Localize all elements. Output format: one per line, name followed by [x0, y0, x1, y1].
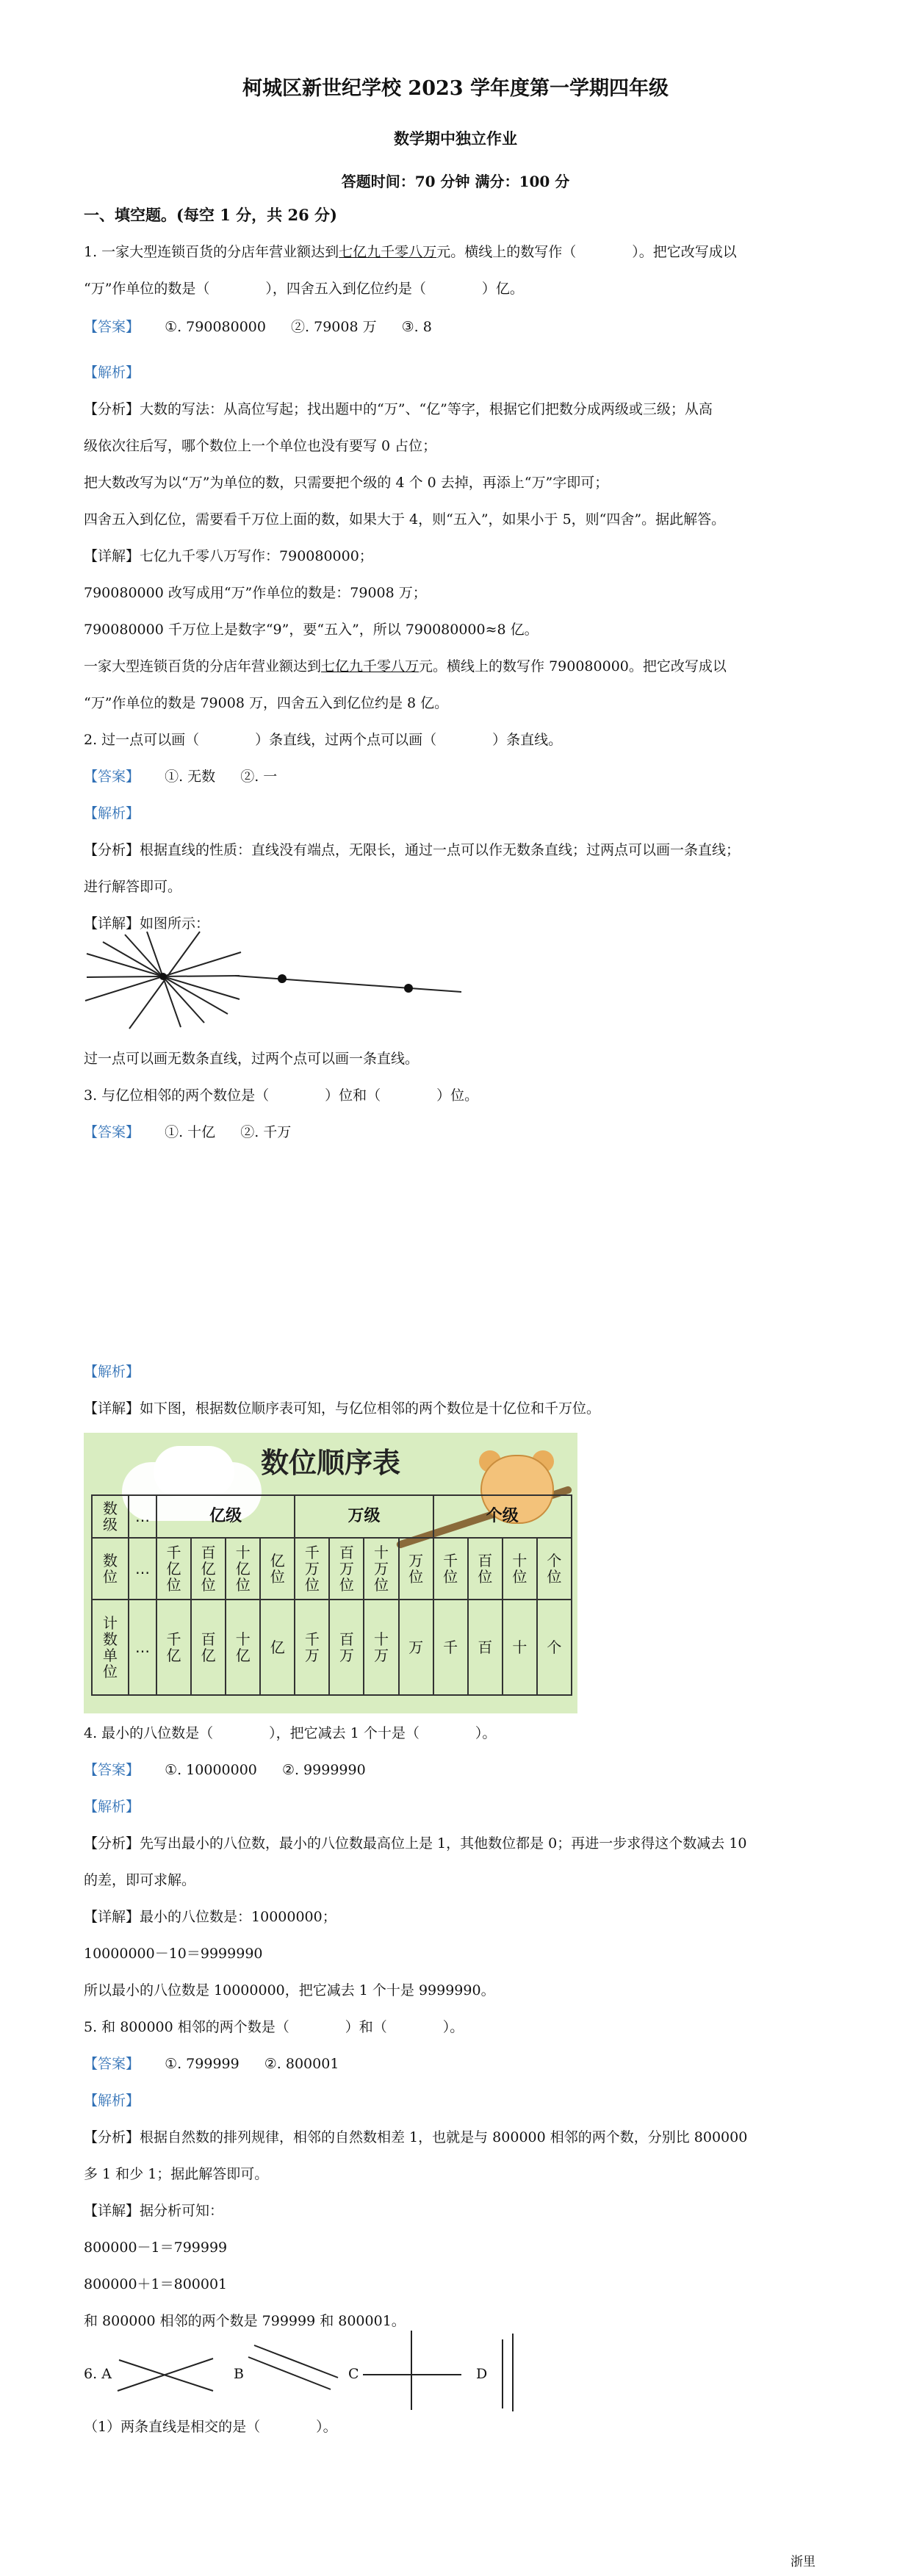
q5-detail-4: 和 800000 相邻的两个数是 799999 和 800001。 — [84, 2313, 406, 2329]
q2-detail-1: 【详解】如图所示： — [84, 915, 210, 932]
q2-fenxi-2: 进行解答即可。 — [84, 879, 182, 895]
q1-answer-3: ③. 8 — [401, 319, 432, 335]
q6-label-c: C — [348, 2366, 359, 2382]
q4-answer-1: ①. 10000000 — [165, 1762, 257, 1778]
q4-analysis-label: 【解析】 — [84, 1799, 140, 1815]
page-title: 柯城区新世纪学校 2023 学年度第一学期四年级 — [242, 77, 669, 100]
q2-answer: 【答案】 ①. 无数 ②. 一 — [84, 769, 278, 785]
q4-question: 4. 最小的八位数是（ ），把它减去 1 个十是（ ）。 — [84, 1725, 497, 1741]
q1-detail-2: 790080000 改写成用“万”作单位的数是：79008 万； — [84, 585, 427, 601]
q1-line1: 1. 一家大型连锁百货的分店年营业额达到七亿九千零八万元。横线上的数写作（ ）。把它改写成以 — [84, 244, 737, 260]
section-heading: 一、填空题。(每空 1 分，共 26 分) — [84, 206, 337, 224]
q2-fenxi-1: 【分析】根据直线的性质：直线没有端点，无限长，通过一点可以作无数条直线；过两点可以画一条直线； — [84, 842, 741, 858]
q5-answer-2: ②. 800001 — [264, 2056, 339, 2072]
q5-detail-1: 【详解】据分析可知： — [84, 2203, 224, 2219]
q2-answer-1: ①. 无数 — [165, 769, 216, 785]
q5-answer: 【答案】 ①. 799999 ②. 800001 — [84, 2056, 339, 2072]
q4-detail-2: 10000000－10＝9999990 — [84, 1946, 263, 1962]
footer-corner: 浙里 — [791, 2555, 815, 2569]
q3-detail-1: 【详解】如下图，根据数位顺序表可知，与亿位相邻的两个数位是十亿位和千万位。 — [84, 1400, 601, 1417]
pair-b-line-1 — [248, 2357, 331, 2389]
q1-detail-5: “万”作单位的数是 79008 万，四舍五入到亿位约是 8 亿。 — [84, 695, 449, 711]
q2-answer-2: ②. 一 — [240, 769, 278, 785]
q1-fenxi-3: 把大数改写为以“万”为单位的数，只需要把个级的 4 个 0 去掉，再添上“万”字即可； — [84, 475, 609, 491]
q4-detail-3: 所以最小的八位数是 10000000，把它减去 1 个十是 9999990。 — [84, 1982, 495, 1998]
q1-detail-4: 一家大型连锁百货的分店年营业额达到七亿九千零八万元。横线上的数写作 790080000。把它改写成以 — [84, 658, 727, 674]
q4-fenxi-2: 的差，即可求解。 — [84, 1872, 196, 1888]
q1-analysis-label: 【解析】 — [84, 364, 140, 381]
q2-analysis-label: 【解析】 — [84, 805, 140, 821]
group-wan: 万级 — [295, 1495, 433, 1538]
q5-detail-3: 800000＋1＝800001 — [84, 2276, 228, 2292]
q5-fenxi-2: 多 1 和少 1；据此解答即可。 — [84, 2166, 269, 2182]
q1-fenxi-2: 级依次往后写，哪个数位上一个单位也没有要写 0 占位； — [84, 438, 437, 454]
q1-line2: “万”作单位的数是（ ），四舍五入到亿位约是（ ）亿。 — [84, 281, 524, 297]
q1-detail-3: 790080000 千万位上是数字“9”，要“五入”，所以 790080000≈8 亿。 — [84, 622, 539, 638]
row-label: 数级 — [92, 1495, 129, 1538]
q1-answer-2: ②. 79008 万 — [291, 319, 377, 335]
q1-fenxi-1: 【分析】大数的写法：从高位写起；找出题中的“万”、“亿”等字，根据它们把数分成两级或三级；从高 — [84, 401, 713, 417]
q3-answer-2: ②. 千万 — [240, 1124, 292, 1140]
row-label: 计数单位 — [92, 1600, 129, 1695]
q5-question: 5. 和 800000 相邻的两个数是（ ）和（ ）。 — [84, 2019, 464, 2035]
group-ge: 个级 — [433, 1495, 572, 1538]
page-subtitle: 数学期中独立作业 — [394, 129, 517, 148]
q1-answer-1: ①. 790080000 — [165, 319, 266, 335]
q4-detail-1: 【详解】最小的八位数是：10000000； — [84, 1909, 336, 1925]
group-yi: 亿级 — [156, 1495, 295, 1538]
place-value-table: 数级 … 亿级 万级 个级 数位 … 千亿位 百亿位 十亿位 亿位 千万位 百万位 十万位 万位 千位 百位 十位 个位 计数单位 … 千亿 百亿 十亿 亿 千万 百万 十万 万 千 百 十 个 — [91, 1494, 572, 1696]
row-label: 数位 — [92, 1538, 129, 1600]
q4-fenxi-1: 【分析】先写出最小的八位数，最小的八位数最高位上是 1，其他数位都是 0；再进一步求得这个数减去 10 — [84, 1835, 747, 1852]
place-value-title: 数位顺序表 — [260, 1447, 400, 1479]
q5-analysis-label: 【解析】 — [84, 2093, 140, 2109]
q3-question: 3. 与亿位相邻的两个数位是（ ）位和（ ）位。 — [84, 1087, 479, 1104]
q3-analysis-label: 【解析】 — [84, 1364, 140, 1380]
q2-question: 2. 过一点可以画（ ）条直线，过两个点可以画（ ）条直线。 — [84, 732, 563, 748]
q1-underlined-amount: 七亿九千零八万 — [339, 244, 437, 260]
q1-answer: 【答案】 ①. 790080000 ②. 79008 万 ③. 8 — [84, 319, 432, 335]
q6-label-b: B — [234, 2366, 244, 2382]
pair-b-line-2 — [254, 2345, 338, 2378]
q6-label-a: 6. A — [84, 2366, 112, 2382]
q5-fenxi-1: 【分析】根据自然数的排列规律，相邻的自然数相差 1，也就是与 800000 相邻的两个数，分别比 800000 — [84, 2129, 748, 2145]
q1-detail-1: 【详解】七亿九千零八万写作：790080000； — [84, 548, 373, 564]
q3-answer-1: ①. 十亿 — [165, 1124, 216, 1140]
q1-fenxi-4: 四舍五入到亿位，需要看千万位上面的数，如果大于 4，则“五入”，如果小于 5，则“四舍”。据此解答。 — [84, 511, 726, 528]
exam-meta: 答题时间：70 分钟 满分：100 分 — [341, 173, 570, 190]
q2-conclusion: 过一点可以画无数条直线，过两个点可以画一条直线。 — [84, 1051, 420, 1067]
q4-answer-2: ②. 9999990 — [281, 1762, 366, 1778]
q4-answer: 【答案】 ①. 10000000 ②. 9999990 — [84, 1762, 366, 1778]
q6-label-d: D — [476, 2366, 488, 2382]
q6-sub1: （1）两条直线是相交的是（ ）。 — [84, 2419, 337, 2435]
q3-answer: 【答案】 ①. 十亿 ②. 千万 — [84, 1124, 292, 1140]
q5-answer-1: ①. 799999 — [165, 2056, 240, 2072]
q5-detail-2: 800000－1＝799999 — [84, 2239, 228, 2256]
